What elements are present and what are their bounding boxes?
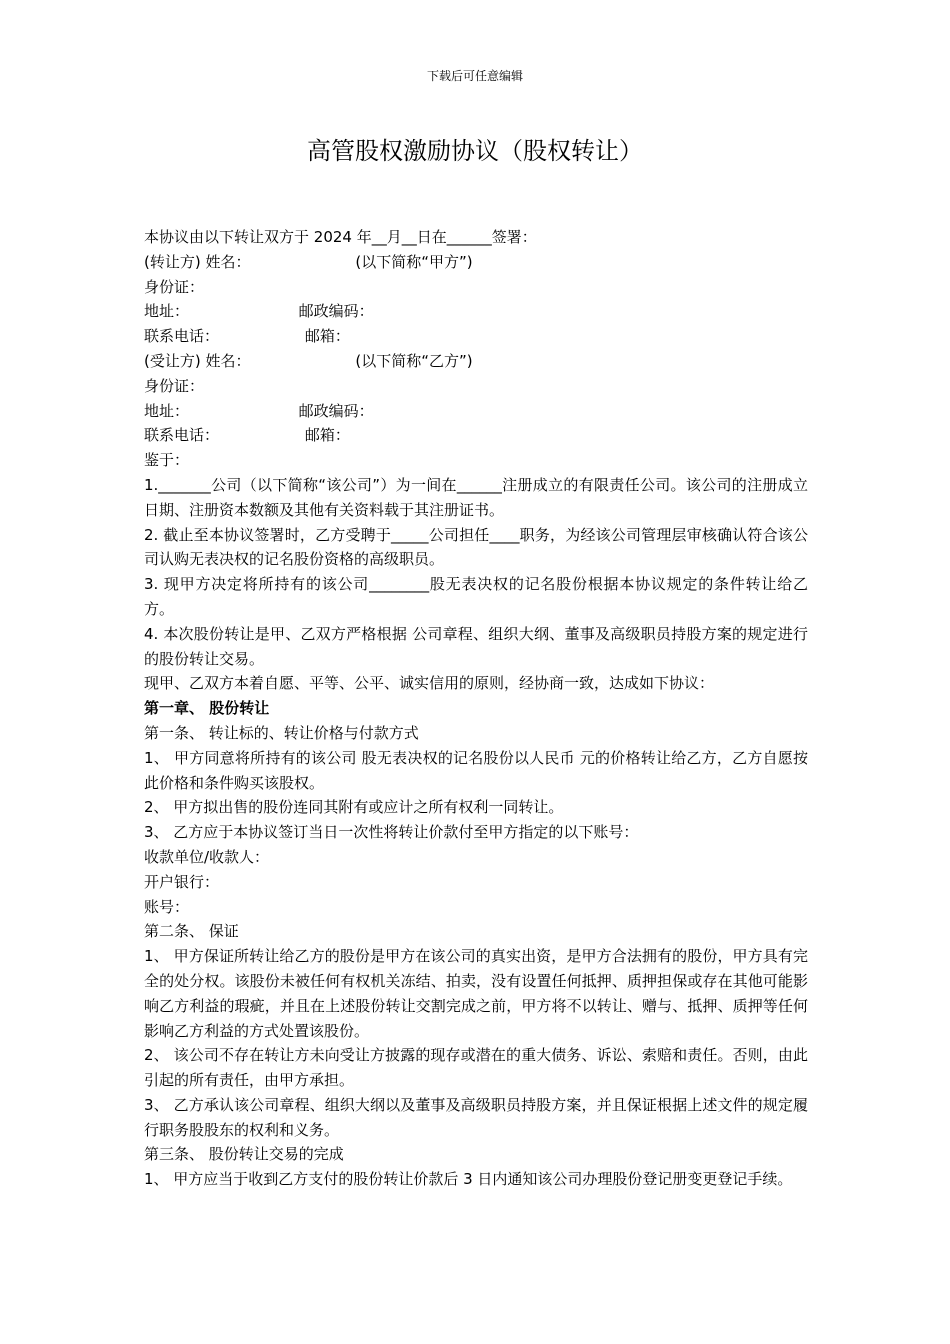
payee-line: 收款单位/收款人： (144, 847, 270, 866)
whereas-heading: 鉴于： (144, 451, 190, 470)
bank-line: 开户银行： (144, 872, 220, 891)
document-body (144, 225, 808, 1192)
transferor-name-line: (转让方) 姓名： (以下简称“甲方”) (144, 252, 473, 271)
article-3-clause-1: 1、 甲方应当于收到乙方支付的股份转让价款后 3 日内通知该公司办理股份登记册变更登记手续。 (144, 1170, 793, 1189)
article-2-clause-2: 2、 该公司不存在转让方未向受让方披露的现存或潜在的重大债务、诉讼、索赔和责任。否则，由此引起的所有责任，由甲方承担。 (144, 1046, 808, 1090)
transferee-address-line: 地址： 邮政编码： (144, 401, 374, 420)
whereas-clause-4: 4. 本次股份转让是甲、乙双方严格根据 公司章程、组织大纲、董事及高级职员持股方案的规定进行的股份转让交易。 (144, 624, 808, 668)
article-3-heading: 第三条、 股份转让交易的完成 (144, 1145, 344, 1164)
article-2-clause-3: 3、 乙方承认该公司章程、组织大纲以及董事及高级职员持股方案，并且保证根据上述文件的规定履行职务股股东的权利和义务。 (144, 1095, 808, 1139)
header-note: 下载后可任意编辑 (426, 69, 523, 83)
article-1-clause-3: 3、 乙方应于本协议签订当日一次性将转让价款付至甲方指定的以下账号： (144, 823, 639, 842)
article-1-heading: 第一条、 转让标的、转让价格与付款方式 (144, 723, 419, 742)
intro-line: 本协议由以下转让双方于 2024 年__月__日在______签署： (144, 228, 537, 246)
account-line: 账号： (144, 897, 190, 916)
transferee-id-line: 身份证： (144, 376, 205, 395)
article-2-heading: 第二条、 保证 (144, 922, 239, 941)
document-title: 高管股权激励协议（股权转让） (307, 137, 643, 165)
article-1-clause-2: 2、 甲方拟出售的股份连同其附有或应计之所有权利一同转让。 (144, 798, 564, 817)
whereas-clause-1: 1._______公司（以下简称“该公司”）为一间在______注册成立的有限责任公司。该公司的注册成立日期、注册资本数额及其他有关资料载于其注册证书。 (144, 475, 808, 519)
agreement-statement: 现甲、乙双方本着自愿、平等、公平、诚实信用的原则，经协商一致，达成如下协议： (144, 674, 715, 693)
transferee-name-line: (受让方) 姓名： (以下简称“乙方”) (144, 351, 473, 370)
article-2-clause-1: 1、 甲方保证所转让给乙方的股份是甲方在该公司的真实出资，是甲方合法拥有的股份，甲方具有完全的处分权。该股份未被任何有权机关冻结、拍卖，没有设置任何抵押、质押担保或存在其他可能影响乙方利益的瑕疵，并且在上述股份转让交割完成之前，甲方将不以转让、赠与、抵押、质押等任何影响乙方利益的方式处置该股份。 (144, 947, 808, 1040)
transferee-phone-line: 联系电话： 邮箱： (144, 426, 350, 445)
whereas-clause-2: 2. 截止至本协议签署时，乙方受聘于_____公司担任____职务，为经该公司管理层审核确认符合该公司认购无表决权的记名股份资格的高级职员。 (144, 525, 808, 569)
chapter-1-heading: 第一章、 股份转让 (144, 699, 270, 718)
transferor-id-line: 身份证： (144, 277, 205, 296)
transferor-address-line: 地址： 邮政编码： (144, 302, 374, 321)
transferor-phone-line: 联系电话： 邮箱： (144, 327, 350, 346)
article-1-clause-1: 1、 甲方同意将所持有的该公司 股无表决权的记名股份以人民币 元的价格转让给乙方，乙方自愿按此价格和条件购买该股权。 (144, 748, 808, 792)
whereas-clause-3: 3. 现甲方决定将所持有的该公司________股无表决权的记名股份根据本协议规定的条件转让给乙方。 (144, 575, 808, 618)
